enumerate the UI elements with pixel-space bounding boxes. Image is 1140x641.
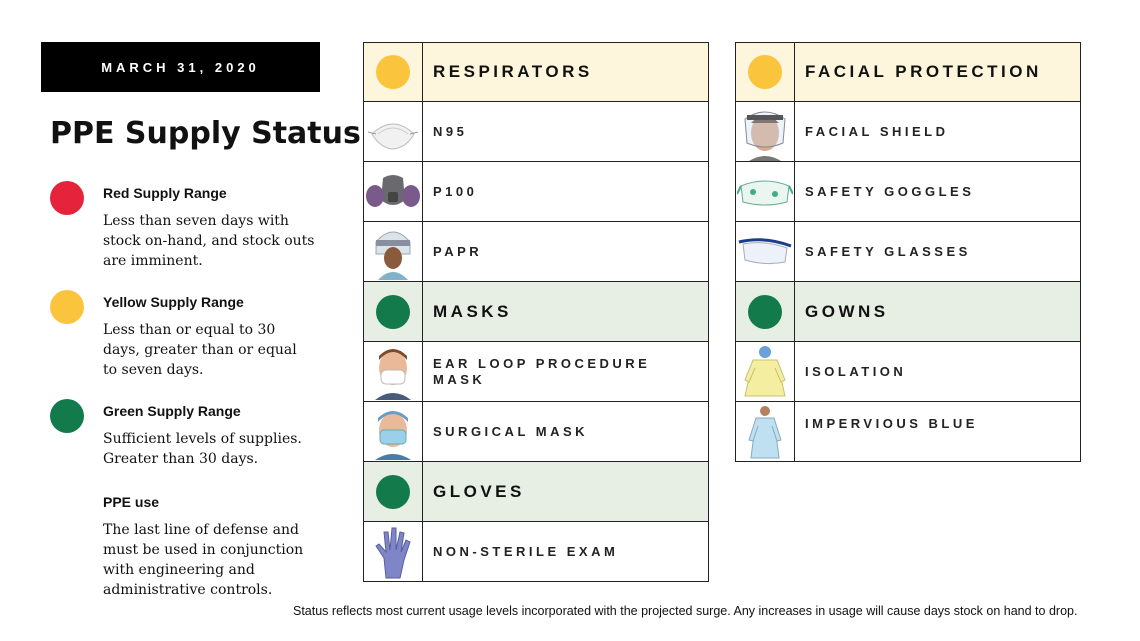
item-label: P100	[423, 162, 709, 222]
yellow-status-dot	[50, 290, 84, 324]
legend-description-line: Sufficient levels of supplies.	[103, 431, 302, 447]
p100-respirator-icon	[363, 162, 423, 222]
item-label: FACIAL SHIELD	[795, 102, 1081, 162]
legend-description-line: must be used in conjunction	[103, 542, 304, 558]
legend-description-line: Less than seven days with	[103, 213, 289, 229]
legend-description-line: administrative controls.	[103, 582, 273, 598]
safety-goggles-icon	[735, 162, 795, 222]
item-label: IMPERVIOUS BLUE	[795, 402, 1081, 462]
exam-glove-icon	[363, 522, 423, 582]
item-row-non-sterile-exam	[363, 522, 709, 582]
green-status-dot	[748, 295, 782, 329]
category-row-masks	[363, 282, 709, 342]
legend-heading: Yellow Supply Range	[103, 294, 244, 310]
legend-heading: Red Supply Range	[103, 185, 227, 201]
category-status-cell	[363, 42, 423, 102]
red-status-dot	[50, 181, 84, 215]
item-label: SAFETY GOGGLES	[795, 162, 1081, 222]
n95-respirator-icon	[363, 102, 423, 162]
item-row-safety-goggles	[735, 162, 1081, 222]
page-title: PPE Supply Status	[50, 116, 361, 151]
face-shield-icon	[735, 102, 795, 162]
footnote: Status reflects most current usage levels incorporated with the projected surge. Any increases in usage will cause days stock on hand to drop.	[293, 604, 1078, 618]
safety-glasses-icon	[735, 222, 795, 282]
papr-hood-icon	[363, 222, 423, 282]
item-label: N95	[423, 102, 709, 162]
right-supply-table	[735, 42, 1081, 463]
legend-description	[103, 520, 318, 600]
category-label: RESPIRATORS	[423, 42, 709, 102]
legend-description-line: The last line of defense and	[103, 522, 299, 538]
legend-description-line: stock on-hand, and stock outs	[103, 233, 315, 249]
category-status-cell	[735, 282, 795, 342]
category-label: MASKS	[423, 282, 709, 342]
green-status-dot	[50, 399, 84, 433]
category-label: GOWNS	[795, 282, 1081, 342]
legend-description-line: Less than or equal to 30	[103, 322, 276, 338]
item-label: ISOLATION	[795, 342, 1081, 402]
isolation-gown-icon	[735, 342, 795, 402]
category-status-cell	[363, 282, 423, 342]
legend-description-line: with engineering and	[103, 562, 255, 578]
legend-description-line: are imminent.	[103, 253, 203, 269]
item-row-impervious-blue	[735, 402, 1081, 462]
item-label: SAFETY GLASSES	[795, 222, 1081, 282]
date-banner: MARCH 31, 2020	[41, 42, 320, 92]
category-row-respirators	[363, 42, 709, 102]
item-row-papr	[363, 222, 709, 282]
impervious-gown-icon	[735, 402, 795, 462]
item-row-n95	[363, 102, 709, 162]
item-label: PAPR	[423, 222, 709, 282]
legend-description-line: Greater than 30 days.	[103, 451, 259, 467]
legend-description	[103, 429, 318, 469]
legend-heading: PPE use	[103, 494, 160, 510]
item-label: SURGICAL MASK	[423, 402, 709, 462]
yellow-status-dot	[376, 55, 410, 89]
legend-description-line: to seven days.	[103, 362, 204, 378]
legend-description-line: days, greater than or equal	[103, 342, 297, 358]
green-status-dot	[376, 475, 410, 509]
item-row-safety-glasses	[735, 222, 1081, 282]
surgical-mask-icon	[363, 402, 423, 462]
category-label: FACIAL PROTECTION	[795, 42, 1081, 102]
legend-description	[103, 211, 318, 271]
category-row-gowns	[735, 282, 1081, 342]
item-row-isolation	[735, 342, 1081, 402]
category-row-facial-protection	[735, 42, 1081, 102]
item-label: NON-STERILE EXAM	[423, 522, 709, 582]
category-label: GLOVES	[423, 462, 709, 522]
item-row-p100	[363, 162, 709, 222]
item-row-ear-loop-procedure-mask	[363, 342, 709, 402]
legend-description	[103, 320, 318, 380]
item-label: EAR LOOP PROCEDURE MASK	[423, 342, 709, 402]
yellow-status-dot	[748, 55, 782, 89]
item-row-facial-shield	[735, 102, 1081, 162]
category-status-cell	[363, 462, 423, 522]
category-status-cell	[735, 42, 795, 102]
item-row-surgical-mask	[363, 402, 709, 462]
category-row-gloves	[363, 462, 709, 522]
legend-heading: Green Supply Range	[103, 403, 241, 419]
ear-loop-mask-icon	[363, 342, 423, 402]
green-status-dot	[376, 295, 410, 329]
left-supply-table	[363, 42, 709, 583]
